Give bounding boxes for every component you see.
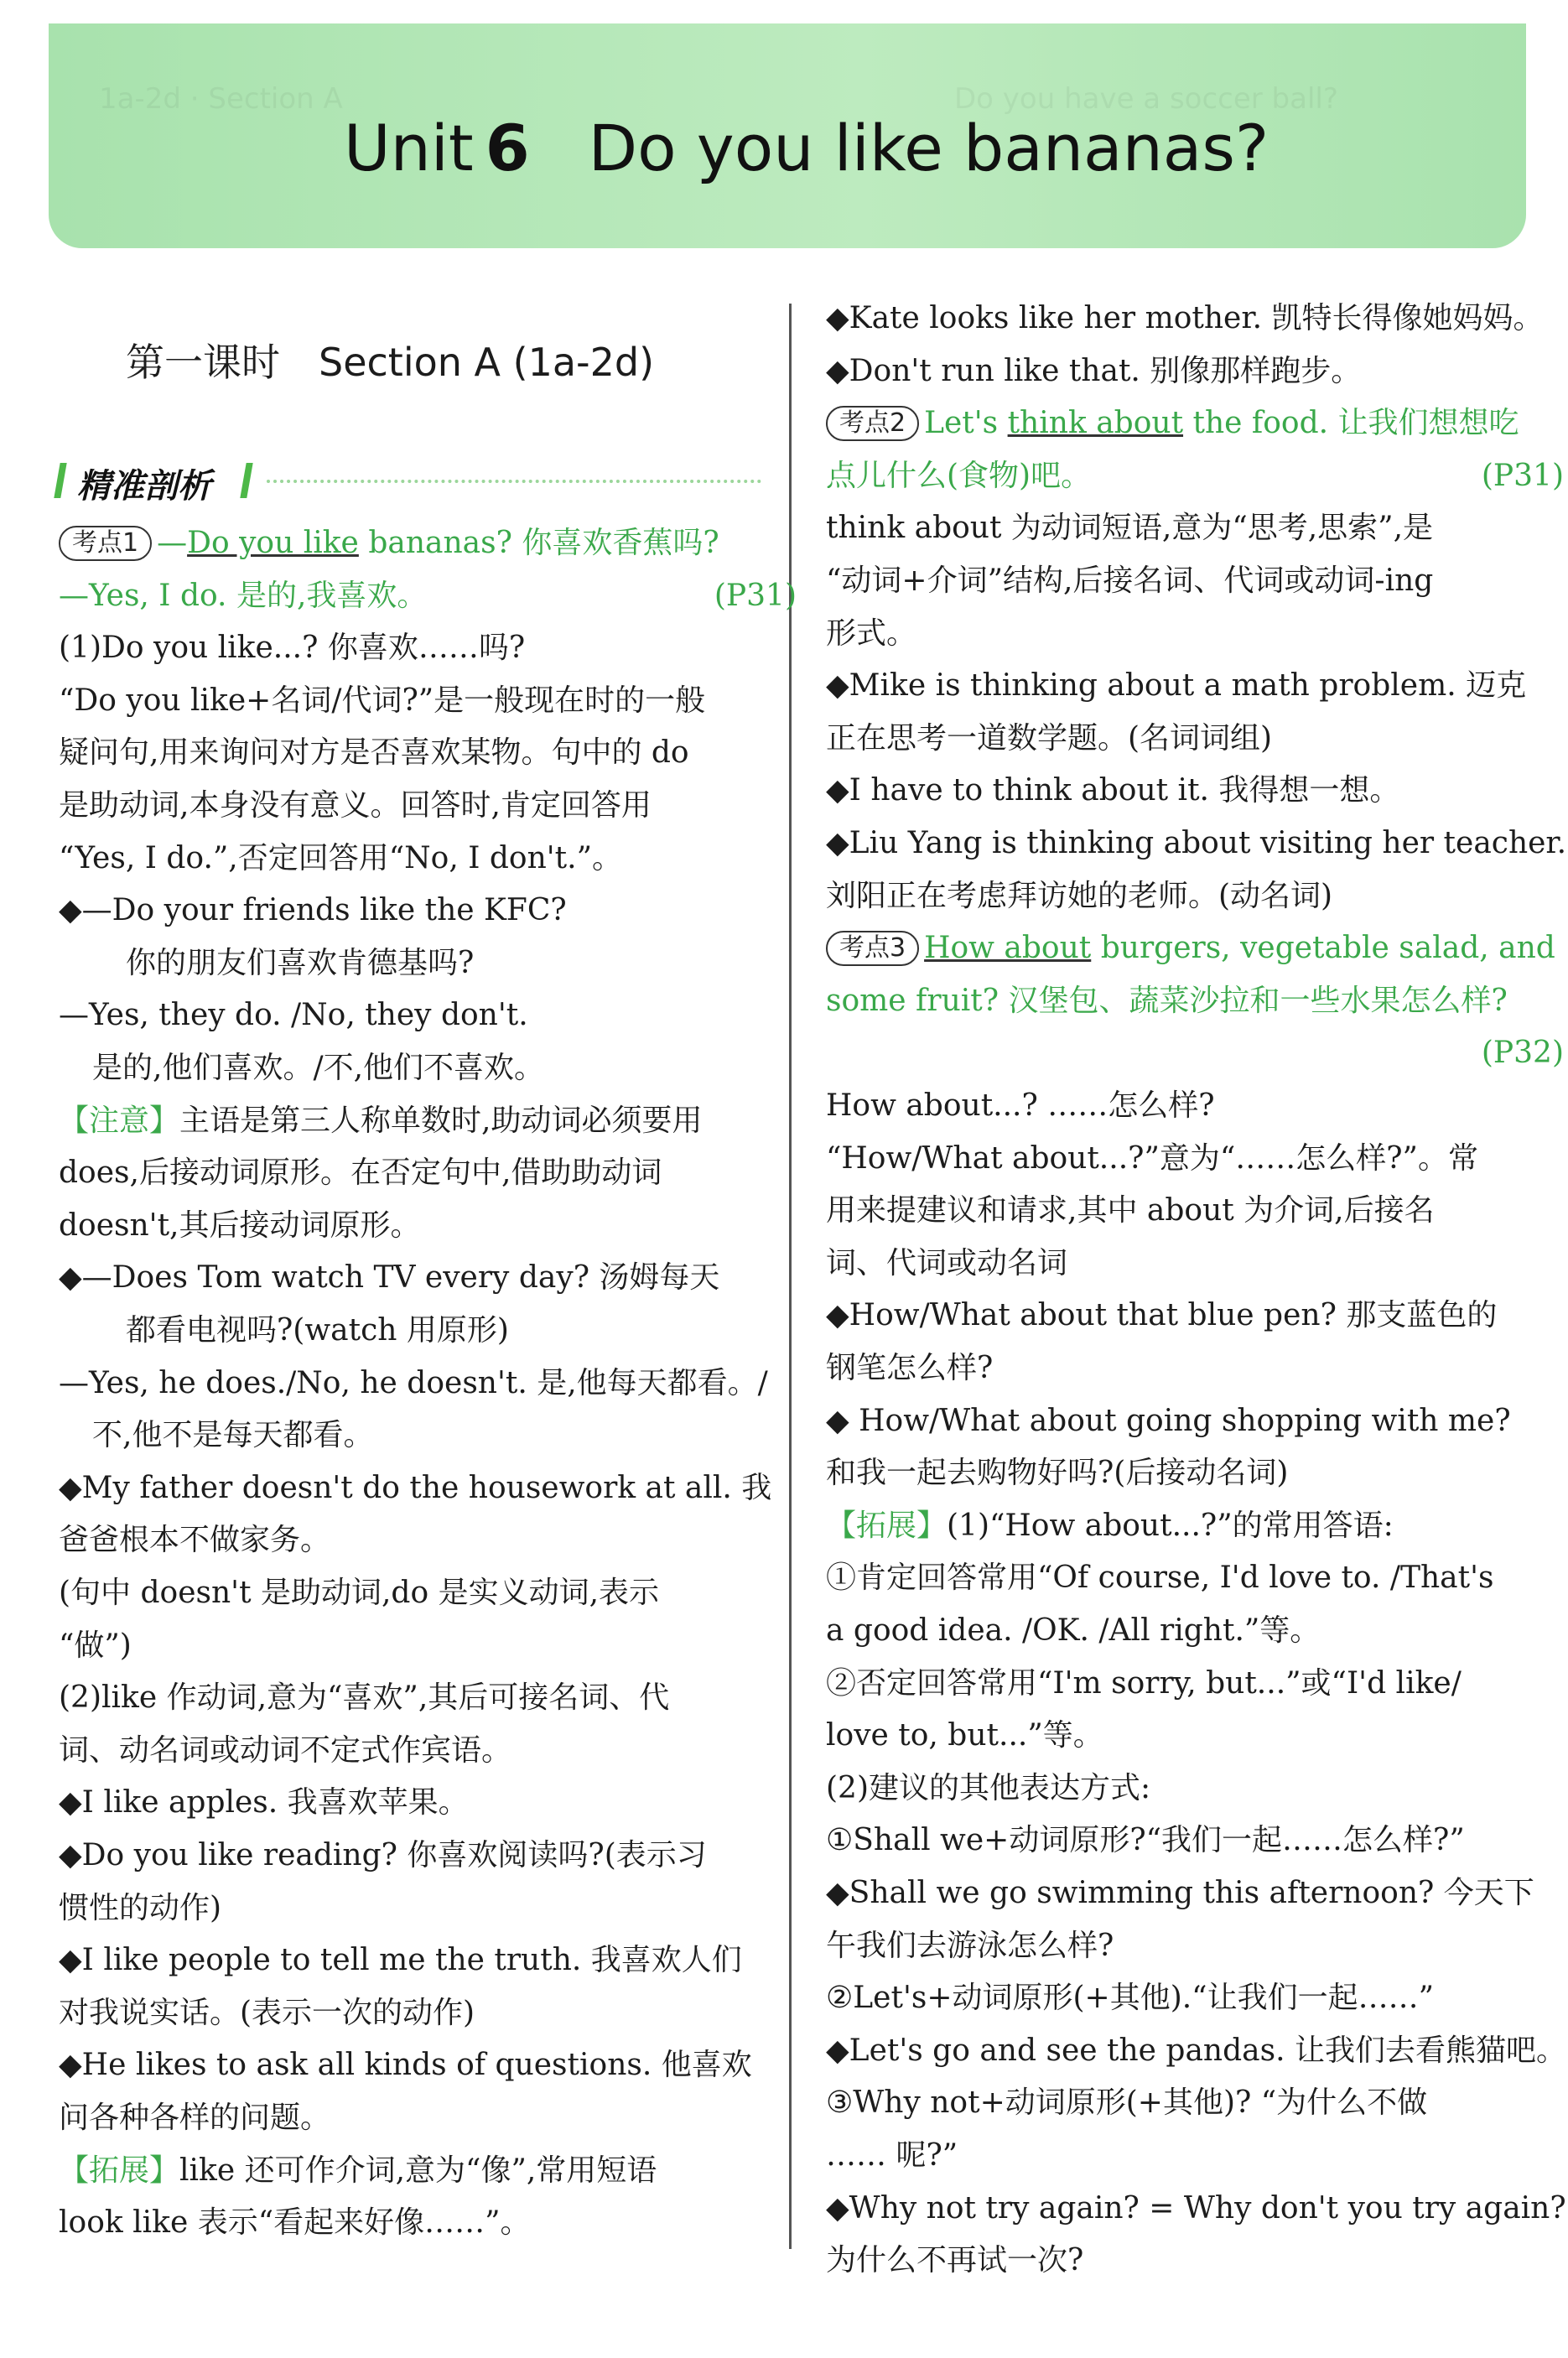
text-line: (2)like 作动词,意为“喜欢”,其后可接名词、代 bbox=[59, 1680, 670, 1716]
key-point-badge: 考点3 bbox=[826, 931, 919, 966]
text-line: 为什么不再试一次? bbox=[826, 2243, 1084, 2278]
text-line: ◆Kate looks like her mother. 凯特长得像她妈妈。 bbox=[826, 301, 1544, 335]
text-line: love to, but...”等。 bbox=[826, 1718, 1103, 1753]
text-line: doesn't,其后接动词原形。 bbox=[59, 1208, 421, 1243]
text-line: ◆Mike is thinking about a math problem. 迈克 bbox=[826, 668, 1527, 704]
text-line: 词、动名词或动词不定式作宾语。 bbox=[59, 1732, 512, 1768]
lesson-subtitle: 第一课时 Section A (1a-2d) bbox=[126, 340, 655, 385]
text-line: (2)建议的其他表达方式: bbox=[826, 1770, 1151, 1805]
text-line: ◆ How/What about going shopping with me? bbox=[826, 1403, 1511, 1438]
text-line: 午我们去游泳怎么样? bbox=[826, 1928, 1114, 1963]
analysis-heading: 精准剖析 bbox=[57, 460, 761, 501]
banner-watermark-left: 1a-2d · Section A bbox=[99, 82, 343, 116]
text-line: 都看电视吗?(watch 用原形) bbox=[126, 1313, 509, 1348]
text-line: ◆How/What about that blue pen? 那支蓝色的 bbox=[826, 1298, 1498, 1333]
text-line: ◆I like apples. 我喜欢苹果。 bbox=[59, 1785, 469, 1820]
text-line: ◆I have to think about it. 我得想一想。 bbox=[826, 773, 1400, 808]
text-line: 点儿什么(食物)吧。 (P31) bbox=[826, 456, 1564, 496]
text-line: 疑问句,用来询问对方是否喜欢某物。句中的 do bbox=[59, 735, 689, 771]
text-line: 词、代词或动名词 bbox=[826, 1245, 1068, 1280]
key-point-line: 考点1 —Do you like bananas? 你喜欢香蕉吗? bbox=[59, 523, 719, 564]
text-line: —Yes, he does./No, he doesn't. 是,他每天都看。/ bbox=[59, 1365, 768, 1400]
text-line: …… 呢?” bbox=[826, 2138, 958, 2173]
text-line: a good idea. /OK. /All right.”等。 bbox=[826, 1613, 1321, 1648]
text-line: 是的,他们喜欢。/不,他们不喜欢。 bbox=[92, 1051, 545, 1085]
text-line: “How/What about...?”意为“……怎么样?”。常 bbox=[826, 1140, 1478, 1176]
unit-title: Unit 6 Do you like bananas? bbox=[344, 111, 1269, 185]
text-line: 问各种各样的问题。 bbox=[59, 2101, 331, 2135]
text-line: (1)Do you like...? 你喜欢……吗? bbox=[59, 631, 526, 666]
text-line: ◆—Do your friends like the KFC? bbox=[59, 893, 567, 928]
text-line: 【拓展】(1)“How about...?”的常用答语: bbox=[826, 1508, 1394, 1543]
text-line: 正在思考一道数学题。(名词词组) bbox=[826, 720, 1273, 756]
text-line: ◆Liu Yang is thinking about visiting her teacher. bbox=[826, 826, 1567, 860]
text-line: ①Shall we+动词原形?“我们一起……怎么样?” bbox=[826, 1823, 1465, 1858]
text-line: “动词+介词”结构,后接名词、代词或动词-ing bbox=[826, 564, 1434, 598]
note-tag: 【拓展】 bbox=[59, 2153, 180, 2188]
text-line: ◆Don't run like that. 别像那样跑步。 bbox=[826, 353, 1362, 388]
text-line: 【拓展】like 还可作介词,意为“像”,常用短语 bbox=[59, 2153, 657, 2188]
key-point-badge: 考点1 bbox=[59, 526, 152, 561]
text-line: ③Why not+动词原形(+其他)? “为什么不做 bbox=[826, 2085, 1428, 2121]
text-line: does,后接动词原形。在否定句中,借助助动词 bbox=[59, 1156, 662, 1191]
text-line: —Yes, they do. /No, they don't. bbox=[59, 998, 528, 1033]
text-line: 不,他不是每天都看。 bbox=[92, 1418, 374, 1453]
text-line: look like 表示“看起来好像……”。 bbox=[59, 2205, 531, 2241]
text-line: 钢笔怎么样? bbox=[826, 1351, 994, 1385]
text-line: 爸爸根本不做家务。 bbox=[59, 1523, 331, 1558]
text-line: 是助动词,本身没有意义。回答时,肯定回答用 bbox=[59, 788, 652, 823]
page-ref: (P31) bbox=[1481, 458, 1564, 493]
text-line: ①肯定回答常用“Of course, I'd love to. /That's bbox=[826, 1561, 1494, 1596]
text-line: 刘阳正在考虑拜访她的老师。(动名词) bbox=[826, 878, 1333, 913]
text-line: “Yes, I do.”,否定回答用“No, I don't.”。 bbox=[59, 840, 622, 875]
text-line: “Do you like+名词/代词?”是一般现在时的一般 bbox=[59, 683, 706, 718]
text-line: ◆Let's go and see the pandas. 让我们去看熊猫吧。 bbox=[826, 2033, 1566, 2068]
text-line: 惯性的动作) bbox=[59, 1890, 222, 1925]
text-line: “做”) bbox=[59, 1628, 132, 1663]
text-line: 【注意】主语是第三人称单数时,助动词必须要用 bbox=[59, 1103, 703, 1138]
page-ref: (P32) bbox=[1481, 1036, 1564, 1071]
text-line: 和我一起去购物好吗?(后接动名词) bbox=[826, 1456, 1289, 1491]
text-line: ②Let's+动词原形(+其他).“让我们一起……” bbox=[826, 1981, 1434, 2016]
text-line: ◆Shall we go swimming this afternoon? 今天下 bbox=[826, 1876, 1534, 1910]
text-line: ◆My father doesn't do the housework at all. 我 bbox=[59, 1470, 772, 1505]
text-line: ◆He likes to ask all kinds of questions. 他喜欢 bbox=[59, 2048, 752, 2083]
text-line: ◆I like people to tell me the truth. 我喜欢人们 bbox=[59, 1943, 742, 1978]
key-point-badge: 考点2 bbox=[826, 406, 919, 441]
key-point-line: 考点3 How about burgers, vegetable salad, and bbox=[826, 928, 1555, 969]
text-line: 用来提建议和请求,其中 about 为介词,后接名 bbox=[826, 1193, 1435, 1228]
text-line: —Yes, I do. 是的,我喜欢。 (P31) bbox=[59, 576, 797, 616]
text-line: ②否定回答常用“I'm sorry, but...”或“I'd like/ bbox=[826, 1665, 1462, 1701]
text-line: (句中 doesn't 是助动词,do 是实义动词,表示 bbox=[59, 1576, 660, 1610]
text-line: think about 为动词短语,意为“思考,思索”,是 bbox=[826, 511, 1434, 546]
note-tag: 【注意】 bbox=[59, 1103, 180, 1138]
text-line: ◆Why not try again? = Why don't you try again? bbox=[826, 2190, 1566, 2226]
banner-watermark-right: Do you have a soccer ball? bbox=[954, 82, 1338, 116]
note-tag: 【拓展】 bbox=[826, 1508, 948, 1543]
key-point-line: 考点2 Let's think about the food. 让我们想想吃 bbox=[826, 403, 1519, 444]
page-ref: (P31) bbox=[714, 578, 797, 613]
text-line: some fruit? 汉堡包、蔬菜沙拉和一些水果怎么样? bbox=[826, 983, 1508, 1018]
text-line: 你的朋友们喜欢肯德基吗? bbox=[126, 945, 475, 980]
text-line: 形式。 bbox=[826, 615, 917, 651]
text-line: 对我说实话。(表示一次的动作) bbox=[59, 1995, 475, 2030]
text-line: ◆—Does Tom watch TV every day? 汤姆每天 bbox=[59, 1260, 720, 1296]
text-line: How about...? ……怎么样? bbox=[826, 1088, 1215, 1123]
text-line: ◆Do you like reading? 你喜欢阅读吗?(表示习 bbox=[59, 1838, 707, 1872]
